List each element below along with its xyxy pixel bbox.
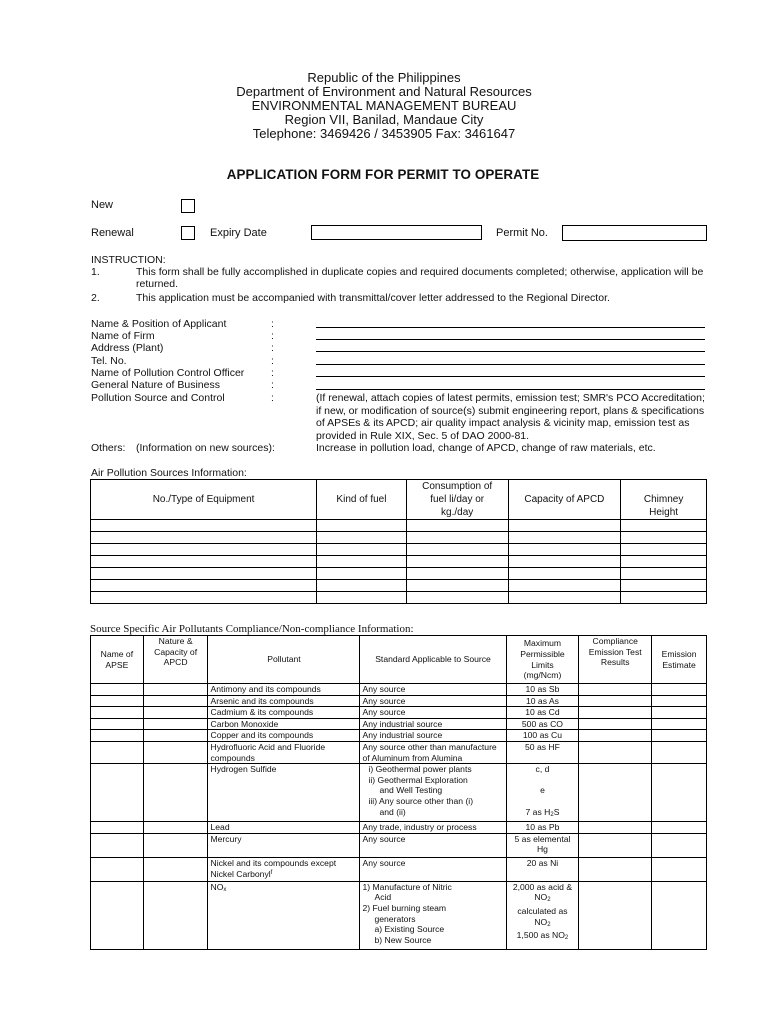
page-title: APPLICATION FORM FOR PERMIT TO OPERATE: [226, 167, 540, 182]
col-estimate: Emission Estimate: [652, 636, 707, 684]
table-row[interactable]: [91, 592, 707, 604]
table-row: Mercury Any source 5 as elemental Hg: [91, 833, 707, 857]
table-row: NOx 1) Manufacture of Nitric Acid 2) Fuel burning steam generators a) Existing Source b) New Source 2,000 as acid & NO2 calculated as NO2 1,500 as NO2: [91, 881, 707, 949]
table-row: Lead Any trade, industry or process 10 as Pb: [91, 822, 707, 834]
applicant-line[interactable]: [316, 327, 705, 328]
table-row[interactable]: [91, 544, 707, 556]
field-colon: :: [271, 379, 274, 391]
header-line-1: Republic of the Philippines: [307, 70, 461, 85]
compliance-heading: Source Specific Air Pollutants Compliance/Non-compliance Information:: [90, 623, 414, 635]
instruction-heading: INSTRUCTION:: [91, 254, 166, 266]
col-apcd-nature: Nature & Capacity of APCD: [143, 636, 208, 684]
field-label-applicant: Name & Position of Applicant: [91, 318, 227, 330]
col-apse: Name of APSE: [91, 636, 144, 684]
col-chimney: Chimney Height: [621, 480, 707, 520]
col-apcd: Capacity of APCD: [508, 480, 621, 520]
field-label-pco: Name of Pollution Control Officer: [91, 367, 245, 379]
table-row[interactable]: [91, 520, 707, 532]
instruction-2-num: 2.: [91, 292, 100, 304]
col-pollutant: Pollutant: [208, 636, 360, 684]
field-label-firm: Name of Firm: [91, 330, 155, 342]
table-row: Nickel and its compounds except Nickel Carbonyl$^f$ Any source 20 as Ni: [91, 857, 707, 881]
expiry-date-field[interactable]: [311, 225, 482, 240]
field-label-tel: Tel. No.: [91, 355, 127, 367]
col-test-results: Compliance Emission Test Results: [579, 636, 652, 684]
field-colon: :: [271, 367, 274, 379]
permit-no-field[interactable]: [562, 225, 707, 241]
field-colon: :: [271, 330, 274, 342]
permit-no-label: Permit No.: [496, 227, 548, 239]
air-sources-heading: Air Pollution Sources Information:: [91, 467, 247, 479]
col-equipment: No./Type of Equipment: [91, 480, 317, 520]
table-row: Cadmium & its compounds Any source 10 as Cd: [91, 707, 707, 719]
table-row: Antimony and its compounds Any source 10 as Sb: [91, 684, 707, 696]
field-colon: :: [271, 355, 274, 367]
table-row: Copper and its compounds Any industrial source 100 as Cu: [91, 730, 707, 742]
pollution-note: (If renewal, attach copies of latest permits, emission test; SMR's PCO Accreditation; if new, or modification of source(s) submit engineering report, plans & specifications of APSEs & its APCD; air quality impact analysis & vicinity map, emission test as provided in Rule XIX, Sec. 5 of DAO 2000-81.: [316, 392, 705, 442]
renewal-label: Renewal: [91, 227, 134, 239]
new-checkbox[interactable]: [181, 199, 195, 213]
others-sub: (Information on new sources):: [136, 442, 275, 454]
col-limits: Maximum Permissible Limits (mg/Ncm): [506, 636, 579, 684]
table-row[interactable]: [91, 532, 707, 544]
header-line-4: Region VII, Banilad, Mandaue City: [284, 112, 484, 127]
header-line-5: Telephone: 3469426 / 3453905 Fax: 3461647: [252, 126, 516, 141]
compliance-table: [90, 635, 707, 950]
col-standard: Standard Applicable to Source: [360, 636, 506, 684]
header-line-2: Department of Environment and Natural Resources: [236, 84, 532, 99]
table-row[interactable]: [91, 556, 707, 568]
air-sources-table: [90, 479, 707, 604]
table-row[interactable]: [91, 568, 707, 580]
instruction-1-text: This form shall be fully accomplished in duplicate copies and required documents completed; otherwise, application will be: [136, 266, 704, 278]
field-colon: :: [271, 342, 274, 354]
col-fuel: Kind of fuel: [317, 480, 407, 520]
expiry-date-label: Expiry Date: [210, 227, 267, 239]
table-row: Arsenic and its compounds Any source 10 as As: [91, 695, 707, 707]
address-line[interactable]: [316, 351, 705, 352]
instruction-1-cont: returned.: [136, 278, 179, 290]
table-row: Hydrogen Sulfide i) Geothermal power plants ii) Geothermal Exploration and Well Testing iii) Any source other than (i) and (ii) c, d e 7 as H2S: [91, 764, 707, 822]
header-line-3: ENVIRONMENTAL MANAGEMENT BUREAU: [251, 98, 517, 113]
others-label: Others:: [91, 442, 126, 454]
business-line[interactable]: [316, 389, 705, 390]
field-label-pollution: Pollution Source and Control: [91, 392, 225, 404]
tel-line[interactable]: [316, 364, 705, 365]
table-row: Carbon Monoxide Any industrial source 500 as CO: [91, 718, 707, 730]
field-label-address: Address (Plant): [91, 342, 164, 354]
field-colon: :: [271, 392, 274, 404]
table-row: Hydrofluoric Acid and Fluoride compounds Any source other than manufacture of Aluminum from Alumina 50 as HF: [91, 741, 707, 763]
new-label: New: [91, 199, 114, 211]
col-consumption: Consumption of fuel li/day or kg./day: [406, 480, 508, 520]
table-row[interactable]: [91, 580, 707, 592]
renewal-checkbox[interactable]: [181, 226, 195, 240]
field-label-business: General Nature of Business: [91, 379, 220, 391]
others-text: Increase in pollution load, change of APCD, change of raw materials, etc.: [316, 442, 656, 454]
firm-line[interactable]: [316, 339, 705, 340]
instruction-1-num: 1.: [91, 266, 100, 278]
pco-line[interactable]: [316, 376, 705, 377]
field-colon: :: [271, 318, 274, 330]
instruction-2-text: This application must be accompanied with transmittal/cover letter addressed to the Regional Director.: [136, 292, 610, 304]
